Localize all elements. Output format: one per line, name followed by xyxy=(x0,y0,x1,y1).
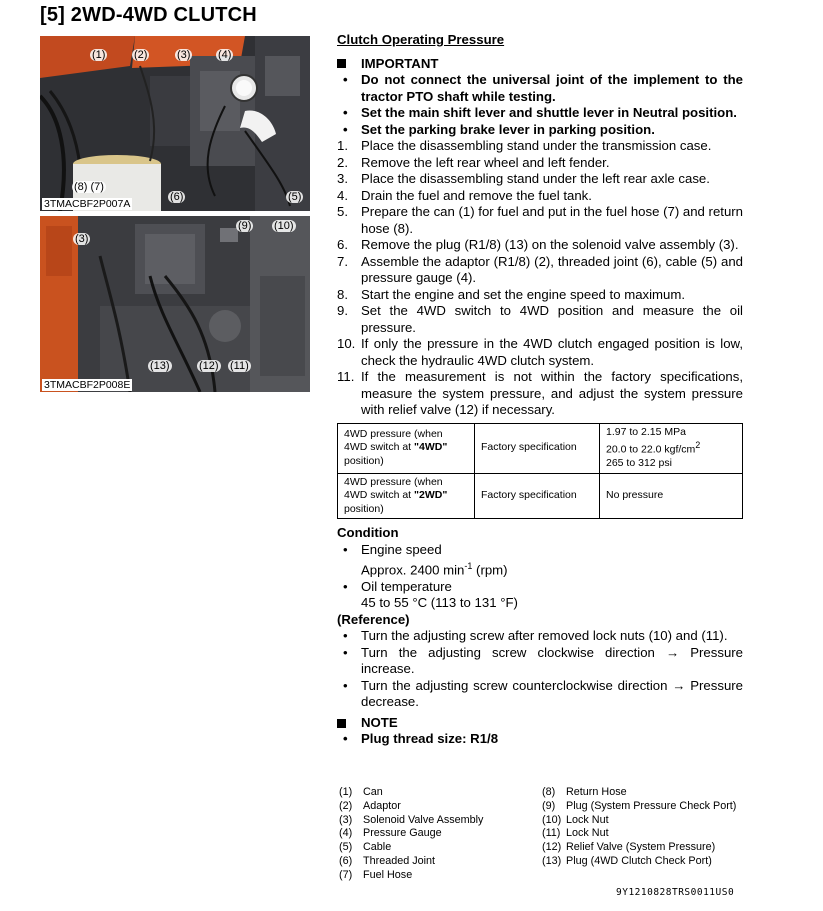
bullet-icon: • xyxy=(343,731,348,747)
table-row xyxy=(338,423,743,473)
document-code: 9Y1210828TRS0011US0 xyxy=(616,887,735,898)
list-item: (9) Plug (System Pressure Check Port) xyxy=(542,799,737,812)
callout-10: (10) xyxy=(274,220,294,232)
list-item: (4) Pressure Gauge xyxy=(339,827,442,840)
callout-11: (11) xyxy=(230,360,249,372)
spec-label: Factory specification xyxy=(475,473,600,519)
spec-label: Factory specification xyxy=(475,423,600,473)
bullet-icon: • xyxy=(343,541,348,557)
list-item: (3) Solenoid Valve Assembly xyxy=(339,813,484,826)
bullet-icon: • xyxy=(343,121,348,137)
callout-13: (13) xyxy=(150,360,170,372)
callout-3: (3) xyxy=(75,233,89,245)
step-item: 9. Set the 4WD switch to 4WD position and measure the oil pressure. xyxy=(337,303,743,335)
bullet-icon: • xyxy=(343,578,348,594)
callout-12: (12) xyxy=(199,360,219,372)
important-bullet: • Do not connect the universal joint of the implement to the tractor PTO shaft while testing. xyxy=(337,72,743,105)
step-item: 5. Prepare the can (1) for fuel and put in the fuel hose (7) and return hose (8). xyxy=(337,204,743,236)
bullet-icon: • xyxy=(343,644,348,660)
list-item: (8) Return Hose xyxy=(542,786,627,798)
bullet-icon: • xyxy=(343,628,348,644)
step-item: 1. Place the disassembling stand under the transmission case. xyxy=(337,138,712,153)
step-item: 4. Drain the fuel and remove the fuel tank. xyxy=(337,187,592,203)
photo-solenoid-valve xyxy=(40,216,310,392)
step-item: 6. Remove the plug (R1/8) (13) on the solenoid valve assembly (3). xyxy=(337,237,739,252)
step-item: 7. Assemble the adaptor (R1/8) (2), threaded joint (6), cable (5) and pressure gauge (4). xyxy=(337,253,743,285)
parts-legend-left xyxy=(339,786,569,883)
step-item: 8. Start the engine and set the engine speed to maximum. xyxy=(337,286,686,302)
section-title: Clutch Operating Pressure xyxy=(337,32,505,47)
photo-caption: 3TMACBF2P008E xyxy=(44,379,131,391)
spec-value: 1.97 to 2.15 MPa 20.0 to 22.0 kgf/$cm^2$ 265 to 312 psi xyxy=(600,423,743,473)
condition-item: • Engine speed xyxy=(337,542,743,559)
square-bullet-icon xyxy=(337,59,346,68)
table-row xyxy=(338,473,743,519)
reference-bullet: • Turn the adjusting screw clockwise direction → Pressure increase. xyxy=(337,645,743,678)
page-title: [5] 2WD-4WD CLUTCH xyxy=(40,4,257,26)
important-bullet: • Set the parking brake lever in parking position. xyxy=(337,122,743,139)
note-heading: NOTE xyxy=(337,715,743,732)
step-item: 3. Place the disassembling stand under the left rear axle case. xyxy=(337,171,710,186)
reference-bullet: • Turn the adjusting screw counterclockwise direction → Pressure decrease. xyxy=(337,678,743,711)
condition-heading: Condition xyxy=(337,525,399,540)
bullet-icon: • xyxy=(343,105,348,120)
important-bullet: • Set the main shift lever and shuttle lever in Neutral position. xyxy=(337,105,743,122)
spec-value: No pressure xyxy=(600,473,743,519)
bullet-icon: • xyxy=(343,72,348,87)
list-item: (12) Relief Valve (System Pressure) xyxy=(542,841,716,854)
important-heading: IMPORTANT xyxy=(337,56,743,73)
callout-9: (9) xyxy=(238,220,252,232)
reference-heading: (Reference) xyxy=(337,611,410,627)
procedure-column xyxy=(337,32,743,748)
callout-4: (4) xyxy=(218,49,232,61)
list-item: (11) Lock Nut xyxy=(542,827,609,840)
callout-8-7: (8) (7) xyxy=(74,181,104,193)
square-bullet-icon xyxy=(337,719,346,728)
condition-value: 45 to 55 °C (113 to 131 °F) xyxy=(361,595,518,611)
list-item: (6) Threaded Joint xyxy=(339,854,436,867)
list-item: (7) Fuel Hose xyxy=(339,868,413,881)
step-item: 10. If only the pressure in the 4WD clutch engaged position is low, check the hydraulic 4WD clutch system. xyxy=(337,336,743,368)
parts-legend-right xyxy=(542,786,772,869)
reference-bullet: • Turn the adjusting screw after removed lock nuts (10) and (11). xyxy=(337,628,743,645)
spec-table xyxy=(337,423,743,520)
condition-item: • Oil temperature xyxy=(337,579,743,596)
step-item: 11. If the measurement is not within the factory specifications, measure the system pressure, and adjust the system pressure with relief valve (12) if necessary. xyxy=(337,369,743,417)
spec-condition: 4WD pressure (when 4WD switch at "4WD" position) xyxy=(338,423,475,473)
photo-pressure-gauge-setup xyxy=(40,36,310,211)
callout-5: (5) xyxy=(288,191,302,203)
condition-value: Approx. 2400 $\min^{-1} (rpm)$ xyxy=(361,561,508,578)
list-item: (1) Can xyxy=(339,786,383,798)
step-item: 2. Remove the left rear wheel and left fender. xyxy=(337,154,610,170)
note-bullet: • Plug thread size: R1/8 xyxy=(337,731,743,748)
callout-2: (2) xyxy=(134,49,148,61)
bullet-icon: • xyxy=(343,677,348,693)
callout-3: (3) xyxy=(177,49,191,61)
spec-condition: 4WD pressure (when 4WD switch at "2WD" position) xyxy=(338,473,475,519)
list-item: (5) Cable xyxy=(339,841,392,854)
list-item: (13) Plug (4WD Clutch Check Port) xyxy=(542,854,712,867)
list-item: (2) Adaptor xyxy=(339,799,401,812)
list-item: (10) Lock Nut xyxy=(542,813,609,826)
photo-caption: 3TMACBF2P007A xyxy=(44,198,131,210)
callout-6: (6) xyxy=(170,191,184,203)
callout-1: (1) xyxy=(92,49,106,61)
